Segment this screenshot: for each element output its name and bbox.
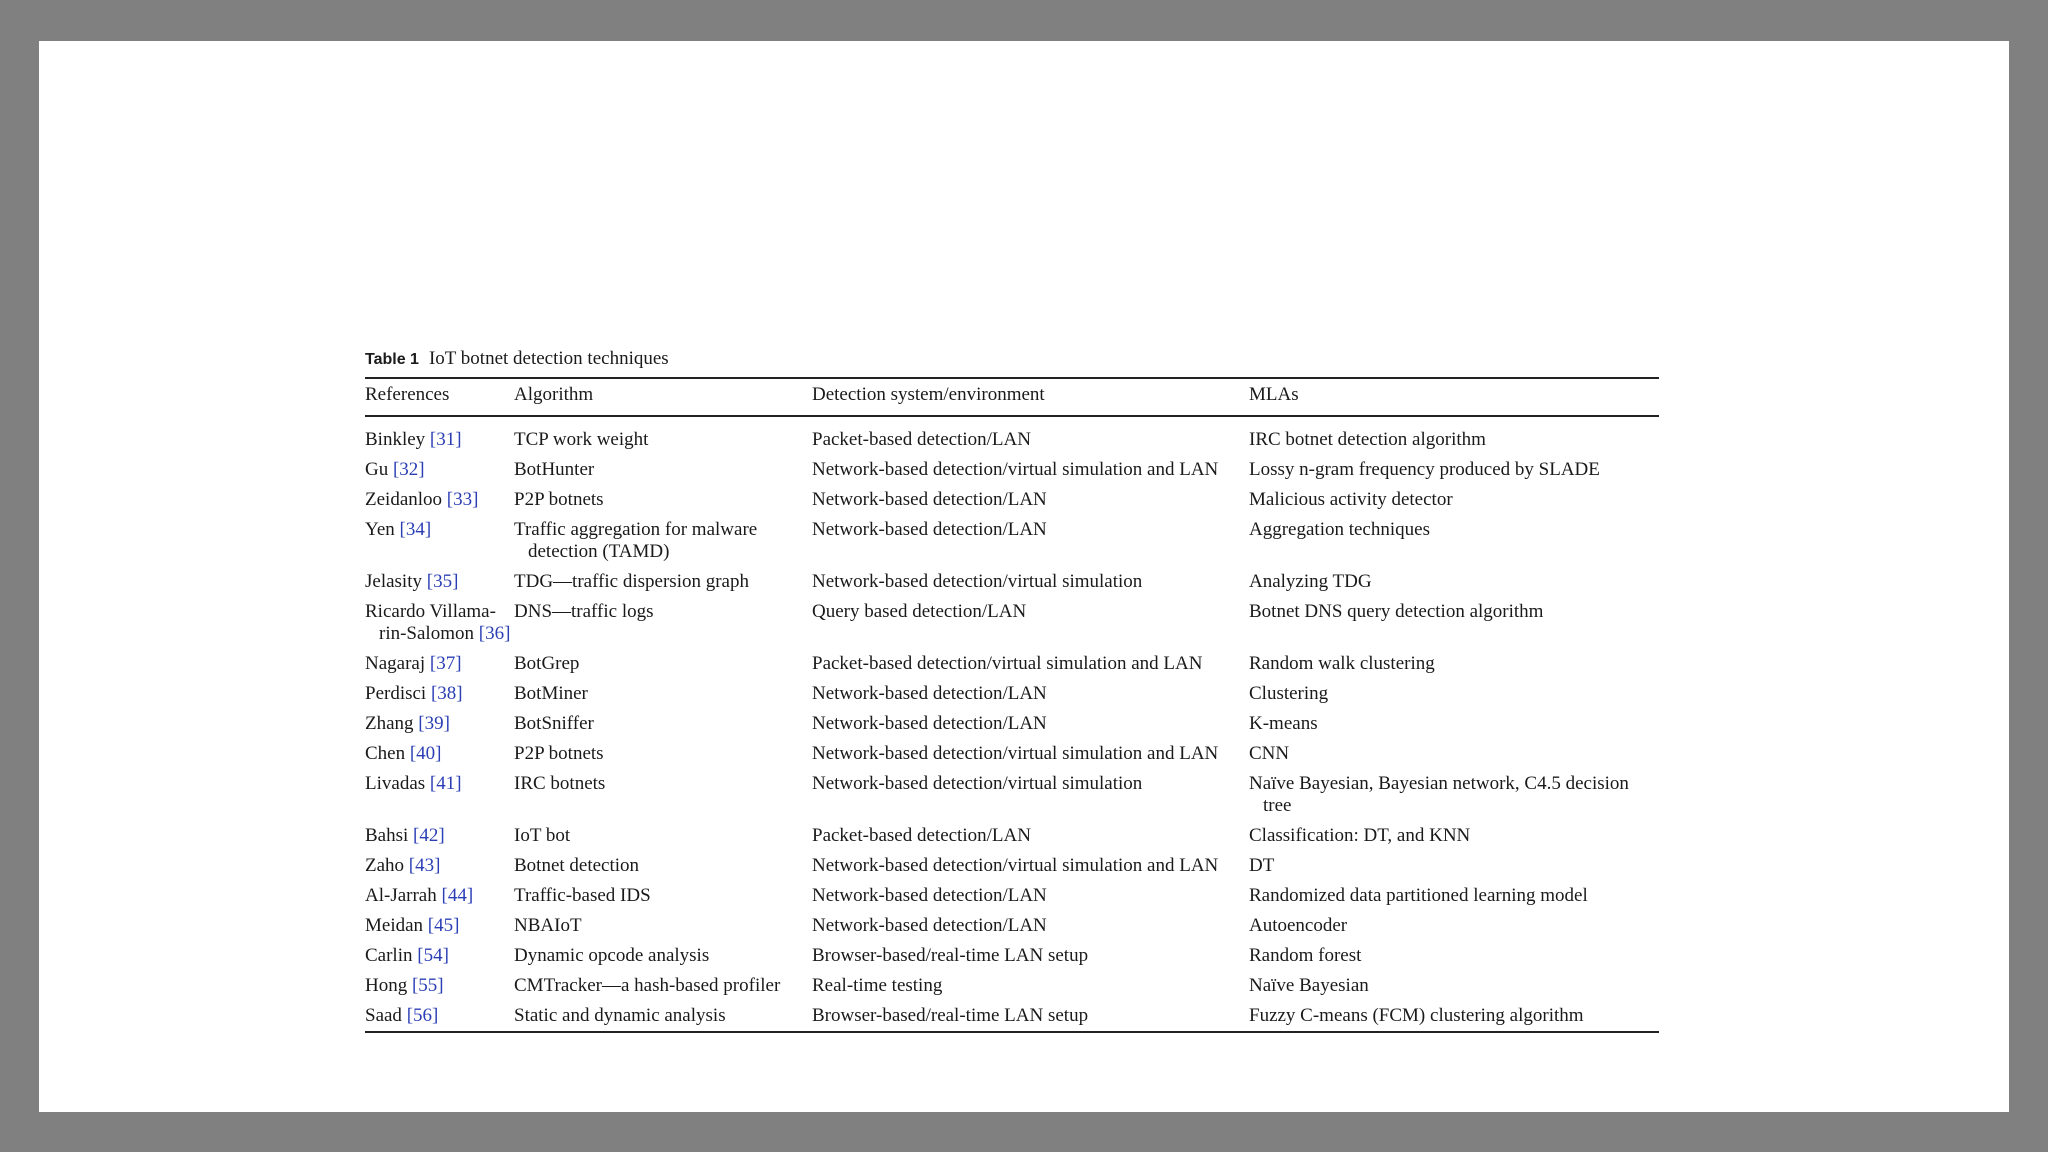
table-row	[365, 823, 1659, 853]
cell-algorithm	[514, 681, 812, 711]
cell-reference	[365, 883, 514, 913]
ref-citation-link[interactable]: [45]	[427, 915, 460, 936]
cell-detection	[812, 853, 1249, 883]
ref-author: Chen	[365, 743, 406, 764]
ref-citation-link[interactable]: [44]	[441, 885, 474, 906]
cell-algorithm-text: Static and dynamic analysis	[514, 1005, 726, 1026]
cell-mla	[1249, 569, 1659, 599]
cell-algorithm	[514, 457, 812, 487]
cell-mla-text: Random walk clustering	[1249, 653, 1435, 674]
cell-detection	[812, 599, 1249, 651]
cell-reference	[365, 853, 514, 883]
cell-algorithm-text: BotMiner	[514, 683, 588, 704]
table-body	[365, 416, 1659, 1032]
cell-reference	[365, 416, 514, 457]
cell-detection	[812, 569, 1249, 599]
table-row	[365, 913, 1659, 943]
cell-mla	[1249, 599, 1659, 651]
cell-algorithm-text: P2P botnets	[514, 743, 604, 764]
cell-reference	[365, 711, 514, 741]
table-header-row	[365, 378, 1659, 416]
ref-citation-link[interactable]: [34]	[399, 519, 432, 540]
cell-mla	[1249, 883, 1659, 913]
cell-algorithm	[514, 711, 812, 741]
cell-mla-text: Naïve Bayesian	[1249, 975, 1369, 996]
ref-author: Yen	[365, 519, 395, 540]
cell-detection-text: Packet-based detection/LAN	[812, 825, 1031, 846]
header-detection: Detection system/environment	[812, 378, 1249, 416]
cell-detection	[812, 651, 1249, 681]
cell-reference	[365, 913, 514, 943]
cell-mla-text: Botnet DNS query detection algorithm	[1249, 601, 1544, 622]
cell-mla	[1249, 1003, 1659, 1032]
cell-mla	[1249, 973, 1659, 1003]
cell-reference	[365, 823, 514, 853]
table-row	[365, 1003, 1659, 1032]
cell-detection-text: Network-based detection/LAN	[812, 683, 1047, 704]
cell-algorithm	[514, 651, 812, 681]
cell-algorithm	[514, 487, 812, 517]
cell-detection-text: Network-based detection/virtual simulation	[812, 773, 1143, 794]
cell-detection	[812, 913, 1249, 943]
cell-detection	[812, 517, 1249, 569]
cell-detection-text: Network-based detection/LAN	[812, 489, 1047, 510]
cell-reference	[365, 487, 514, 517]
cell-mla	[1249, 913, 1659, 943]
ref-author: Saad	[365, 1005, 402, 1026]
cell-mla-text: Randomized data partitioned learning model	[1249, 885, 1588, 906]
ref-author: Carlin	[365, 945, 413, 966]
cell-detection	[812, 883, 1249, 913]
cell-mla-text: K-means	[1249, 713, 1318, 734]
cell-algorithm	[514, 599, 812, 651]
botnet-detection-table	[365, 377, 1659, 1033]
table-row	[365, 741, 1659, 771]
cell-detection	[812, 457, 1249, 487]
ref-citation-link[interactable]: [39]	[418, 713, 450, 734]
cell-detection	[812, 416, 1249, 457]
cell-detection	[812, 741, 1249, 771]
ref-author: Jelasity	[365, 571, 422, 592]
cell-algorithm-text: NBAIoT	[514, 915, 582, 936]
cell-mla	[1249, 853, 1659, 883]
cell-detection	[812, 1003, 1249, 1032]
ref-citation-link[interactable]: [40]	[409, 743, 442, 764]
header-mlas: MLAs	[1249, 378, 1659, 416]
slide-canvas	[39, 41, 2009, 1112]
cell-detection-text: Real-time testing	[812, 975, 943, 996]
ref-author: Binkley	[365, 429, 426, 450]
ref-citation-link[interactable]: [37]	[429, 653, 462, 674]
cell-mla-text: Aggregation techniques	[1249, 519, 1430, 540]
ref-author: Bahsi	[365, 825, 409, 846]
cell-mla-text: Fuzzy C-means (FCM) clustering algorithm	[1249, 1005, 1584, 1026]
cell-mla-text: DT	[1249, 855, 1275, 876]
cell-mla-text: Analyzing TDG	[1249, 571, 1372, 592]
table-row	[365, 457, 1659, 487]
cell-mla-text: Clustering	[1249, 683, 1329, 704]
cell-mla	[1249, 711, 1659, 741]
cell-reference	[365, 517, 514, 569]
table-row	[365, 943, 1659, 973]
cell-reference	[365, 599, 514, 651]
ref-citation-link[interactable]: [32]	[392, 459, 425, 480]
cell-algorithm	[514, 416, 812, 457]
table-container	[365, 348, 1659, 1033]
cell-algorithm	[514, 517, 812, 569]
caption-label: Table 1	[365, 351, 419, 368]
cell-algorithm-text: TCP work weight	[514, 429, 649, 450]
cell-detection	[812, 771, 1249, 823]
cell-algorithm	[514, 883, 812, 913]
table-row	[365, 853, 1659, 883]
ref-citation-link[interactable]: [42]	[413, 825, 445, 846]
table-row	[365, 973, 1659, 1003]
cell-reference	[365, 741, 514, 771]
header-algorithm: Algorithm	[514, 378, 812, 416]
cell-algorithm	[514, 741, 812, 771]
ref-author: Meidan	[365, 915, 424, 936]
cell-mla	[1249, 517, 1659, 569]
cell-algorithm-text: BotHunter	[514, 459, 595, 480]
cell-detection-text: Network-based detection/virtual simulation and LAN	[812, 459, 1219, 480]
cell-mla-text: Malicious activity detector	[1249, 489, 1453, 510]
cell-detection	[812, 711, 1249, 741]
caption-text: IoT botnet detection techniques	[428, 348, 669, 369]
table-row	[365, 599, 1659, 651]
cell-reference	[365, 457, 514, 487]
cell-mla-text: Naïve Bayesian, Bayesian network, C4.5 decision tree	[1249, 773, 1629, 816]
cell-algorithm-text: CMTracker—a hash-based profiler	[514, 975, 781, 996]
cell-algorithm-text: IRC botnets	[514, 773, 606, 794]
ref-author: Zeidanloo	[365, 489, 443, 510]
cell-algorithm-text: Botnet detection	[514, 855, 640, 876]
ref-citation-link[interactable]: [35]	[426, 571, 459, 592]
ref-author: Zaho	[365, 855, 405, 876]
cell-algorithm-text: BotGrep	[514, 653, 580, 674]
ref-author: Livadas	[365, 773, 426, 794]
cell-detection-text: Network-based detection/virtual simulation and LAN	[812, 855, 1219, 876]
cell-detection-text: Network-based detection/LAN	[812, 915, 1047, 936]
cell-algorithm	[514, 771, 812, 823]
cell-detection	[812, 681, 1249, 711]
cell-algorithm	[514, 853, 812, 883]
cell-mla	[1249, 943, 1659, 973]
table-row	[365, 517, 1659, 569]
ref-author: Al-Jarrah	[365, 885, 437, 906]
table-row	[365, 569, 1659, 599]
cell-detection	[812, 973, 1249, 1003]
ref-citation-link[interactable]: [33]	[446, 489, 479, 510]
cell-detection-text: Network-based detection/LAN	[812, 713, 1047, 734]
table-row	[365, 711, 1659, 741]
cell-reference	[365, 569, 514, 599]
ref-citation-link[interactable]: [43]	[408, 855, 441, 876]
ref-citation-link[interactable]: [36]	[478, 623, 511, 644]
cell-mla	[1249, 651, 1659, 681]
cell-mla-text: IRC botnet detection algorithm	[1249, 429, 1486, 450]
cell-mla	[1249, 823, 1659, 853]
cell-detection	[812, 823, 1249, 853]
cell-mla	[1249, 487, 1659, 517]
cell-detection-text: Packet-based detection/LAN	[812, 429, 1031, 450]
table-caption	[365, 348, 1659, 371]
cell-algorithm-text: Dynamic opcode analysis	[514, 945, 710, 966]
table-row	[365, 651, 1659, 681]
ref-author: Perdisci	[365, 683, 427, 704]
cell-reference	[365, 681, 514, 711]
header-references: References	[365, 378, 514, 416]
cell-mla-text: Random forest	[1249, 945, 1362, 966]
cell-algorithm-text: Traffic aggregation for malware detection (TAMD)	[514, 519, 758, 562]
cell-reference	[365, 651, 514, 681]
ref-citation-link[interactable]: [56]	[406, 1005, 439, 1026]
table-row	[365, 883, 1659, 913]
cell-algorithm-text: Traffic-based IDS	[514, 885, 651, 906]
table-row	[365, 771, 1659, 823]
cell-mla	[1249, 771, 1659, 823]
ref-author: Zhang	[365, 713, 414, 734]
cell-detection-text: Network-based detection/virtual simulation	[812, 571, 1143, 592]
ref-citation-link[interactable]: [41]	[429, 773, 462, 794]
ref-author: Gu	[365, 459, 389, 480]
ref-citation-link[interactable]: [31]	[429, 429, 462, 450]
cell-algorithm-text: TDG—traffic dispersion graph	[514, 571, 749, 592]
ref-author: Hong	[365, 975, 408, 996]
cell-reference	[365, 973, 514, 1003]
cell-reference	[365, 771, 514, 823]
cell-detection-text: Network-based detection/LAN	[812, 885, 1047, 906]
cell-algorithm	[514, 1003, 812, 1032]
cell-detection-text: Network-based detection/LAN	[812, 519, 1047, 540]
cell-detection-text: Packet-based detection/virtual simulation and LAN	[812, 653, 1203, 674]
cell-mla	[1249, 681, 1659, 711]
cell-algorithm	[514, 973, 812, 1003]
ref-author: Nagaraj	[365, 653, 426, 674]
cell-mla-text: Autoencoder	[1249, 915, 1348, 936]
cell-algorithm	[514, 913, 812, 943]
cell-mla-text: Lossy n-gram frequency produced by SLADE	[1249, 459, 1600, 480]
ref-author: Ricardo Villama-rin-Salomon	[365, 601, 496, 644]
cell-detection-text: Query based detection/LAN	[812, 601, 1027, 622]
table-row	[365, 487, 1659, 517]
cell-mla	[1249, 457, 1659, 487]
ref-citation-link[interactable]: [55]	[411, 975, 444, 996]
cell-detection-text: Browser-based/real-time LAN setup	[812, 1005, 1089, 1026]
cell-mla-text: CNN	[1249, 743, 1290, 764]
cell-reference	[365, 943, 514, 973]
table-row	[365, 416, 1659, 457]
cell-mla	[1249, 741, 1659, 771]
ref-citation-link[interactable]: [38]	[430, 683, 463, 704]
cell-algorithm-text: IoT bot	[514, 825, 571, 846]
cell-algorithm-text: P2P botnets	[514, 489, 604, 510]
cell-mla-text: Classification: DT, and KNN	[1249, 825, 1471, 846]
cell-reference	[365, 1003, 514, 1032]
cell-algorithm	[514, 823, 812, 853]
ref-citation-link[interactable]: [54]	[417, 945, 449, 966]
table-row	[365, 681, 1659, 711]
cell-detection-text: Browser-based/real-time LAN setup	[812, 945, 1089, 966]
cell-mla	[1249, 416, 1659, 457]
cell-detection	[812, 943, 1249, 973]
cell-detection-text: Network-based detection/virtual simulation and LAN	[812, 743, 1219, 764]
cell-detection	[812, 487, 1249, 517]
cell-algorithm-text: DNS—traffic logs	[514, 601, 654, 622]
cell-algorithm	[514, 569, 812, 599]
cell-algorithm	[514, 943, 812, 973]
cell-algorithm-text: BotSniffer	[514, 713, 594, 734]
